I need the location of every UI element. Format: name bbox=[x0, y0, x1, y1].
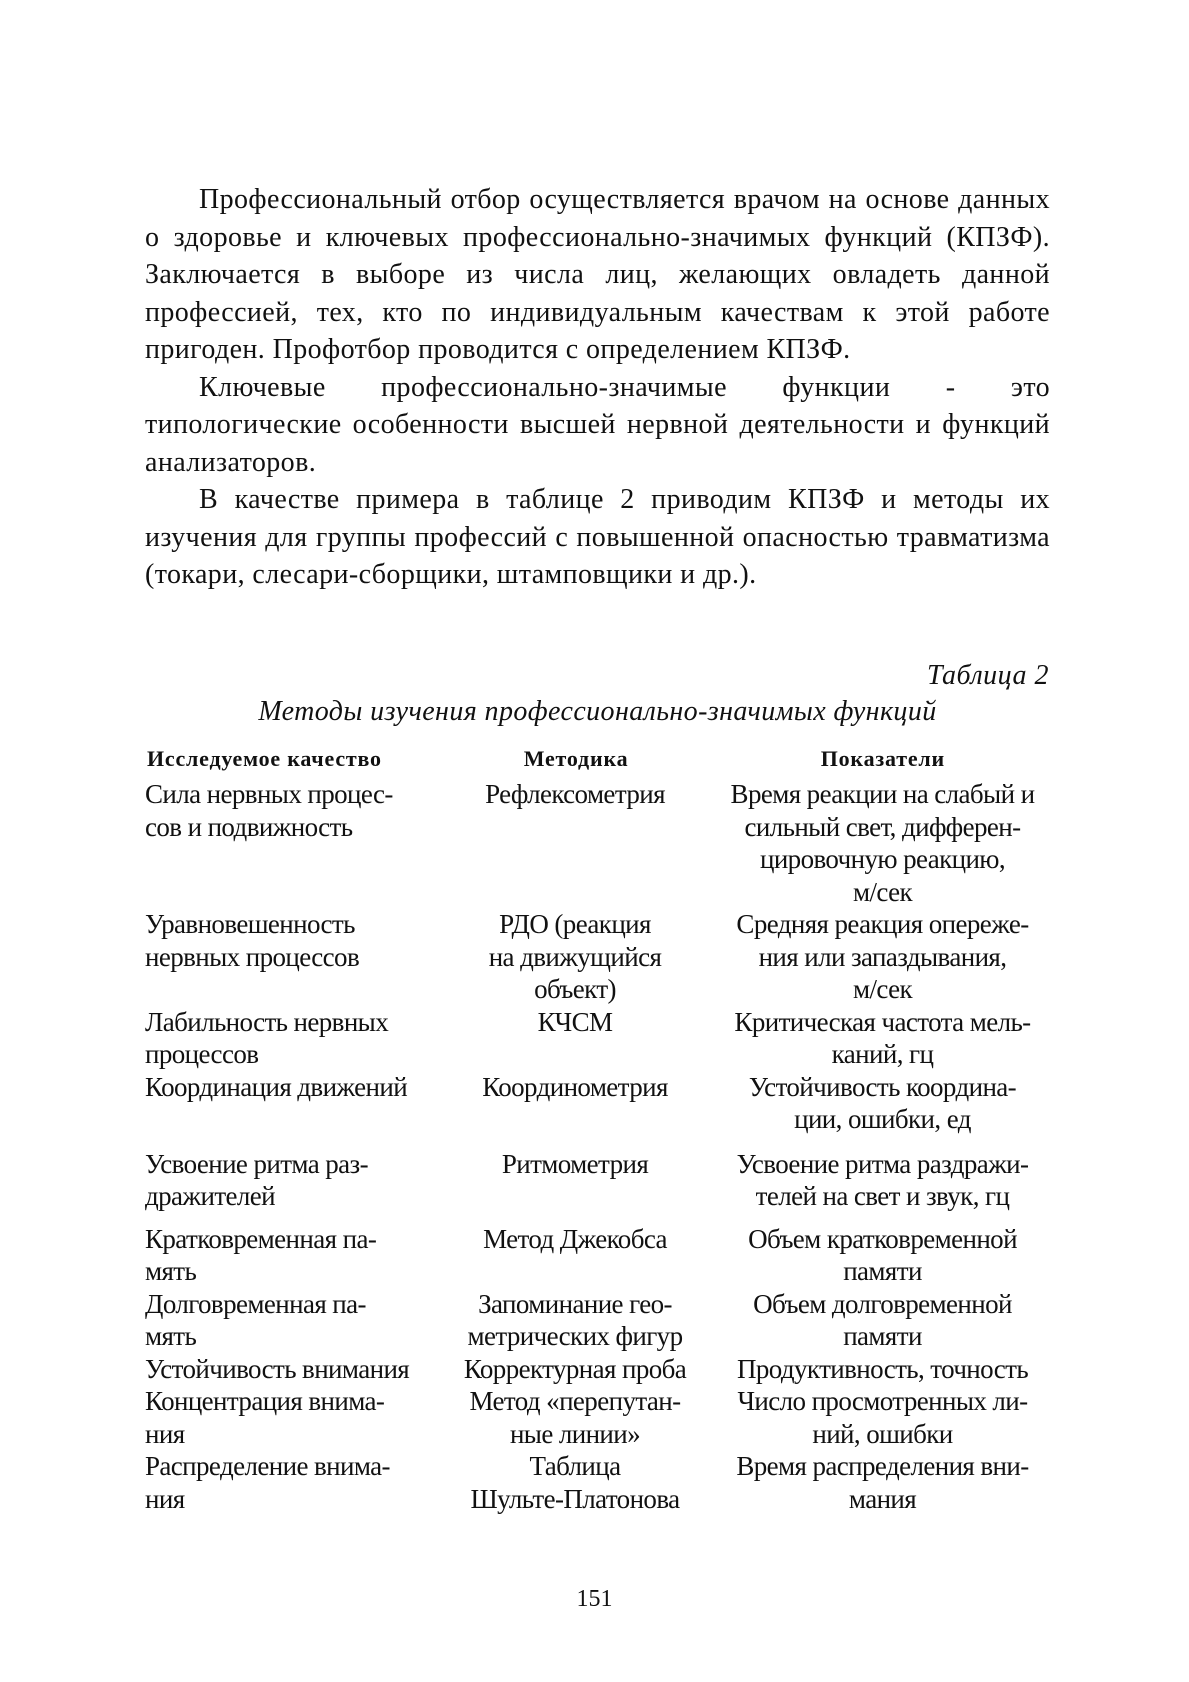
cell-quality: Сила нервных процес- сов и подвижность bbox=[145, 779, 393, 842]
paragraph: Ключевые профессионально-значимые функции - это типологические особенности высшей нервной деятельности и функций анализаторов. bbox=[145, 371, 1050, 478]
table-row bbox=[145, 1288, 1060, 1353]
body-text bbox=[145, 181, 1050, 594]
table-row bbox=[145, 1450, 1060, 1515]
table-row bbox=[145, 1353, 1060, 1386]
cell-indicators: Время распределения вни- мания bbox=[736, 1451, 1029, 1514]
table-title: Методы изучения профессионально-значимых функций bbox=[258, 696, 937, 727]
cell-method: Корректурная проба bbox=[463, 1353, 687, 1384]
header-indicators: Показатели bbox=[820, 746, 946, 771]
cell-indicators: Критическая частота мель- каний, гц bbox=[734, 1006, 1031, 1069]
cell-method: Метод Джекобса bbox=[483, 1223, 667, 1254]
table-row bbox=[145, 908, 1060, 1006]
cell-indicators: Устойчивость координа- ции, ошибки, ед bbox=[748, 1071, 1017, 1134]
cell-indicators: Объем кратковременной памяти bbox=[748, 1223, 1017, 1286]
cell-method: Рефлексометрия bbox=[485, 779, 665, 809]
table-label: Таблица 2 bbox=[927, 660, 1049, 691]
cell-quality: Лабильность нервных процессов bbox=[145, 1006, 389, 1069]
cell-method: Таблица Шульте-Платонова bbox=[470, 1451, 680, 1514]
cell-quality: Уравновешенность нервных процессов bbox=[145, 909, 360, 972]
table-row bbox=[145, 1148, 1060, 1213]
cell-indicators: Число просмотренных ли- ний, ошибки bbox=[737, 1386, 1028, 1449]
paragraph: В качестве примера в таблице 2 приводим КПЗФ и методы их изучения для группы профессий с повышенной опасностью травматизма (токари, слесари-сборщики, штамповщики и др.). bbox=[145, 484, 1050, 590]
cell-quality: Усвоение ритма раз- дражителей bbox=[145, 1148, 368, 1211]
cell-indicators: Объем долговременной памяти bbox=[753, 1288, 1012, 1351]
cell-indicators: Продуктивность, точность bbox=[736, 1353, 1029, 1384]
cell-quality: Координация движений bbox=[145, 1071, 408, 1102]
table-body bbox=[145, 778, 1060, 1515]
table-row bbox=[145, 1071, 1060, 1136]
cell-quality: Распределение внима- ния bbox=[145, 1451, 390, 1514]
table-row bbox=[145, 1006, 1060, 1071]
cell-method: Запоминание гео- метрических фигур bbox=[467, 1288, 683, 1351]
cell-method: КЧСМ bbox=[537, 1006, 613, 1037]
page-number: 151 bbox=[576, 1586, 613, 1612]
table-row bbox=[145, 1223, 1060, 1288]
cell-quality: Кратковременная па- мять bbox=[145, 1223, 377, 1286]
cell-quality: Устойчивость внимания bbox=[145, 1353, 410, 1384]
table-row bbox=[145, 778, 1060, 908]
cell-quality: Концентрация внима- ния bbox=[145, 1386, 385, 1449]
header-method: Методика bbox=[523, 746, 629, 771]
methods-table bbox=[145, 744, 1060, 1515]
cell-indicators: Средняя реакция опереже- ния или запаздывания, м/сек bbox=[736, 909, 1029, 1004]
paragraph: Профессиональный отбор осуществляется врачом на основе данных о здоровье и ключевых профессионально-значимых функций (КПЗФ). Заключается в выборе из числа лиц, желающих овладеть данной профессией, тех, кто по индивидуальным качествам к этой работе пригоден. Профотбор проводится с определением КПЗФ. bbox=[145, 184, 1050, 365]
cell-method: РДО (реакция на движущийся объект) bbox=[488, 909, 662, 1004]
table-row bbox=[145, 1385, 1060, 1450]
cell-indicators: Время реакции на слабый и сильный свет, дифферен- цировочную реакцию, м/сек bbox=[730, 779, 1035, 907]
cell-indicators: Усвоение ритма раздражи- телей на свет и звук, гц bbox=[736, 1148, 1029, 1211]
cell-quality: Долговременная па- мять bbox=[145, 1288, 366, 1351]
table-header-row bbox=[145, 744, 1060, 774]
header-quality: Исследуемое качество bbox=[147, 746, 382, 771]
cell-method: Ритмометрия bbox=[501, 1148, 649, 1179]
cell-method: Метод «перепутан- ные линии» bbox=[469, 1386, 681, 1449]
cell-method: Координометрия bbox=[482, 1071, 668, 1102]
